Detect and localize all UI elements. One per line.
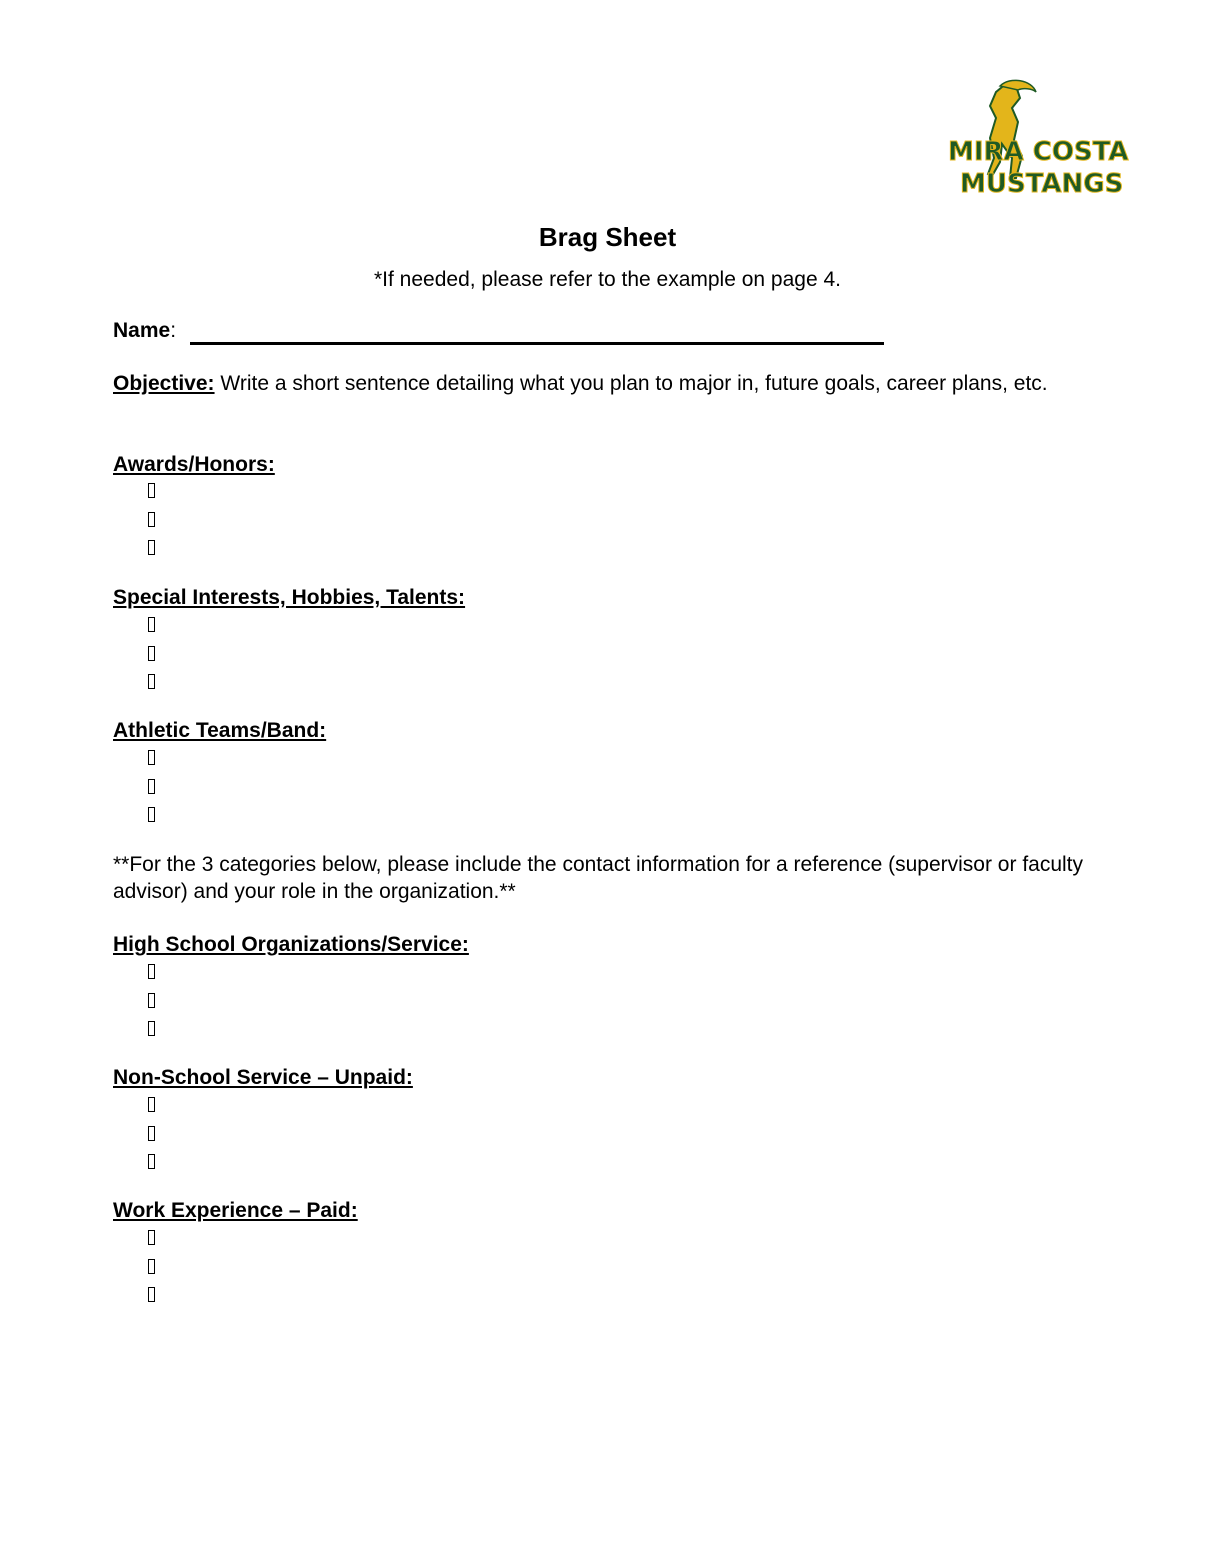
interests-heading: Special Interests, Hobbies, Talents:	[113, 586, 466, 609]
awards-heading: Awards/Honors:	[113, 453, 275, 476]
objective-paragraph	[113, 370, 1103, 397]
list-item	[148, 1149, 155, 1178]
bullet-box-icon	[148, 1230, 155, 1245]
list-item	[148, 1225, 155, 1254]
bullet-box-icon	[148, 964, 155, 979]
list-item	[148, 669, 155, 698]
bullet-box-icon	[148, 1021, 155, 1036]
bullet-box-icon	[148, 1097, 155, 1112]
athletic-bullet-list	[148, 745, 155, 831]
list-item	[148, 774, 155, 803]
interests-bullet-list	[148, 612, 155, 698]
non-school-service-bullet-list	[148, 1092, 155, 1178]
bullet-box-icon	[148, 646, 155, 661]
objective-text: Write a short sentence detailing what you plan to major in, future goals, career plans, etc.	[220, 372, 1048, 395]
bullet-box-icon	[148, 483, 155, 498]
bullet-box-icon	[148, 512, 155, 527]
bullet-box-icon	[148, 1259, 155, 1274]
list-item	[148, 988, 155, 1017]
list-item	[148, 1016, 155, 1045]
bullet-box-icon	[148, 540, 155, 555]
list-item	[148, 507, 155, 536]
work-experience-bullet-list	[148, 1225, 155, 1311]
mira-costa-mustangs-logo	[940, 78, 1129, 199]
svg-text:MIRA COSTA: MIRA COSTA	[948, 137, 1129, 167]
list-item	[148, 478, 155, 507]
bullet-box-icon	[148, 1154, 155, 1169]
objective-label: Objective:	[113, 372, 215, 395]
hs-organizations-heading: High School Organizations/Service:	[113, 933, 469, 956]
list-item	[148, 959, 155, 988]
bullet-box-icon	[148, 1287, 155, 1302]
bullet-box-icon	[148, 750, 155, 765]
svg-text:MUSTANGS: MUSTANGS	[960, 169, 1124, 199]
list-item	[148, 745, 155, 774]
bullet-box-icon	[148, 1126, 155, 1141]
non-school-service-heading: Non-School Service – Unpaid:	[113, 1066, 413, 1089]
bullet-box-icon	[148, 779, 155, 794]
athletic-heading: Athletic Teams/Band:	[113, 719, 327, 742]
hs-organizations-bullet-list	[148, 959, 155, 1045]
list-item	[148, 535, 155, 564]
example-note: *If needed, please refer to the example on page 4.	[374, 268, 841, 291]
list-item	[148, 1092, 155, 1121]
bullet-box-icon	[148, 807, 155, 822]
bullet-box-icon	[148, 993, 155, 1008]
list-item	[148, 802, 155, 831]
reference-note: **For the 3 categories below, please include the contact information for a reference (supervisor or faculty advisor) and your role in the organization.**	[113, 853, 1084, 903]
list-item	[148, 641, 155, 670]
work-experience-heading: Work Experience – Paid:	[113, 1199, 358, 1222]
list-item	[148, 1282, 155, 1311]
list-item	[148, 612, 155, 641]
bullet-box-icon	[148, 617, 155, 632]
list-item	[148, 1121, 155, 1150]
page-title: Brag Sheet	[538, 222, 677, 252]
name-input-line[interactable]	[190, 342, 884, 345]
name-field-label: Name:	[113, 319, 177, 342]
list-item	[148, 1254, 155, 1283]
bullet-box-icon	[148, 674, 155, 689]
awards-bullet-list	[148, 478, 155, 564]
